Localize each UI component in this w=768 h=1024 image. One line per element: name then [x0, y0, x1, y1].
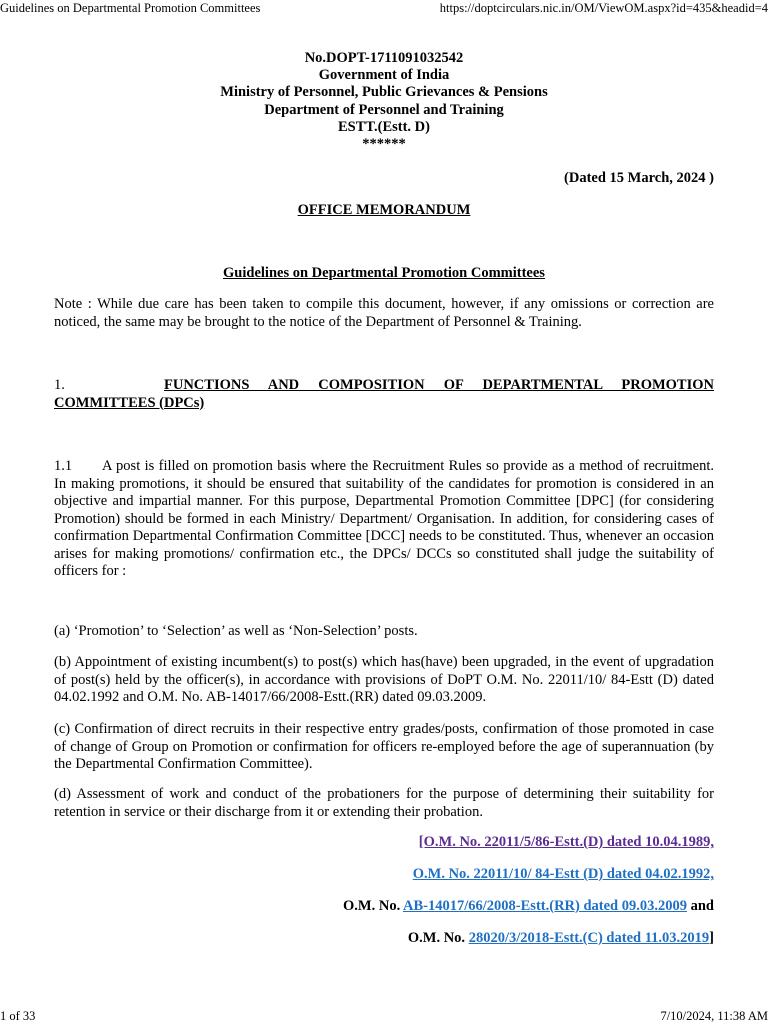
department-name: Department of Personnel and Training: [264, 101, 504, 118]
om-number: No.DOPT-1711091032542: [304, 50, 464, 66]
office-memorandum-title: OFFICE MEMORANDUM: [297, 202, 471, 218]
print-header: [0, 0, 768, 16]
reference-2009: [54, 898, 714, 915]
section-1-heading: [54, 377, 714, 412]
print-header-title: Guidelines on Departmental Promotion Committees: [0, 1, 261, 15]
reference-2019: [54, 930, 714, 947]
paragraph-1-1: [54, 458, 714, 581]
reference-2019-prefix: O.M. No.: [407, 930, 469, 946]
item-b: (b) Appointment of existing incumbent(s) to post(s) which has(have) been upgraded, in the event of upgradation of post(s) held by the officer(s), in accordance with provisions of DoPT O.M. No. 22011/10/ 84-Estt (D) dated 04.02.1992 and O.M. No. AB-14017/66/2008-Estt.(RR) dated 09.03.2009.: [54, 654, 714, 705]
section-1-number: 1.: [54, 377, 65, 393]
paragraph-1-1-text: A post is filled on promotion basis where the Recruitment Rules so provide as a method of recruitment. In making promotions, it should be ensured that suitability of the candidates for promotion is considered in an objective and impartial manner. For this purpose, Departmental Promotion Committee [DPC] (for considering Promotion) should be formed in each Ministry/ Department/ Organisation. In addition, for considering cases of confirmation Departmental Confirmation Committee [DCC] needs to be constituted. Thus, whenever an occasion arises for making promotions/ confirmation etc., the DPCs/ DCCs so constituted shall judge the suitability of officers for :: [54, 458, 714, 579]
reference-link-2019[interactable]: 28020/3/2018-Estt.(C) dated 11.03.2019: [468, 930, 710, 946]
reference-2009-suffix: and: [686, 898, 714, 914]
date-line: (Dated 15 March, 2024 ): [564, 170, 714, 186]
item-c: (c) Confirmation of direct recruits in their respective entry grades/posts, confirmation of those promoted in case of change of Group on Promotion or confirmation for officers re-employed before the age of superannuation (by the Departmental Confirmation Committee).: [54, 721, 714, 772]
guidelines-title: Guidelines on Departmental Promotion Committees: [223, 265, 545, 281]
letterhead: [54, 50, 714, 153]
item-d: (d) Assessment of work and conduct of the probationers for the purpose of determining their suitability for retention in service or their discharge from it or extending their probation.: [54, 786, 714, 820]
item-a: (a) ‘Promotion’ to ‘Selection’ as well as ‘Non-Selection’ posts.: [54, 623, 418, 639]
ministry-name: Ministry of Personnel, Public Grievances & Pensions: [220, 84, 548, 101]
reference-link-2009[interactable]: AB-14017/66/2008-Estt.(RR) dated 09.03.2009: [403, 898, 687, 914]
paragraph-1-1-number: 1.1: [54, 458, 73, 474]
print-footer: [0, 1008, 768, 1024]
government-name: Government of India: [318, 67, 450, 84]
reference-link-1989[interactable]: [O.M. No. 22011/5/86-Estt.(D) dated 10.04.1989,: [418, 834, 714, 850]
reference-link-1992[interactable]: O.M. No. 22011/10/ 84-Estt (D) dated 04.02.1992,: [412, 866, 714, 882]
section-name: ESTT.(Estt. D): [338, 118, 430, 135]
separator-stars: ******: [362, 136, 406, 153]
page-counter: 1 of 33: [0, 1009, 36, 1023]
print-timestamp: 7/10/2024, 11:38 AM: [660, 1009, 768, 1023]
section-1-title: FUNCTIONS AND COMPOSITION OF DEPARTMENTAL PROMOTION COMMITTEES (DPCs): [54, 377, 714, 411]
reference-2019-suffix: ]: [709, 930, 714, 946]
note-paragraph: Note : While due care has been taken to compile this document, however, if any omissions or correction are noticed, the same may be brought to the notice of the Department of Personnel & Training.: [54, 296, 714, 330]
print-header-url: https://doptcirculars.nic.in/OM/ViewOM.aspx?id=435&headid=4: [439, 1, 768, 15]
reference-2009-prefix: O.M. No.: [343, 898, 404, 914]
